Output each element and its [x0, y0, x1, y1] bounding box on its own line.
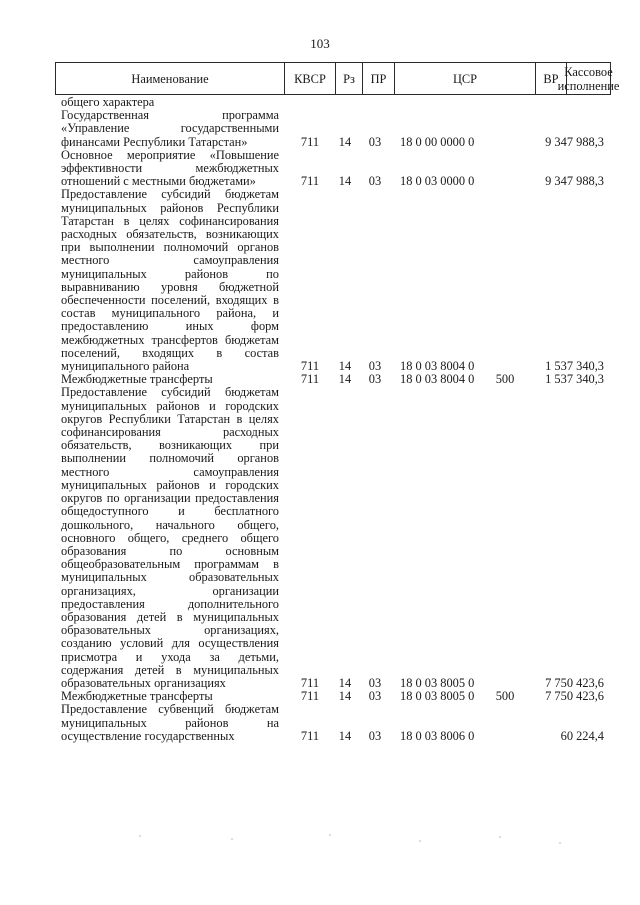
- row-name-line: Татарстан в целях софинансирования: [61, 213, 279, 228]
- row-name-line: Государственная программа: [61, 108, 279, 123]
- table-row: [0, 386, 640, 690]
- header-csr: ЦСР: [395, 63, 536, 94]
- row-name-line: Предоставление субвенций бюджетам: [61, 702, 279, 717]
- row-name-line: «Управление государственными: [61, 121, 279, 136]
- cell-pr: 03: [368, 689, 382, 704]
- cell-csr: 18 0 03 8005 0: [400, 675, 475, 690]
- cell-pr: 03: [368, 372, 382, 387]
- header-amount-line2: исполнение: [557, 78, 620, 93]
- row-name-line: эффективности межбюджетных: [61, 161, 279, 176]
- row-name: [61, 386, 279, 690]
- cell-amount: 7 750 423,6: [545, 689, 604, 704]
- row-name-line: муниципальных районов и городских: [61, 477, 279, 492]
- row-name-line: предоставления дополнительного: [61, 596, 279, 611]
- cell-rz: 14: [338, 689, 352, 704]
- header-amount-line1: Кассовое: [564, 64, 613, 79]
- header-kvsr: КВСР: [285, 63, 336, 94]
- cell-kvsr: 711: [300, 359, 320, 374]
- cell-csr: 18 0 00 0000 0: [400, 134, 475, 149]
- table-header: [55, 62, 620, 95]
- cell-kvsr: 711: [300, 372, 320, 387]
- cell-pr: 03: [368, 728, 382, 743]
- cell-csr: 18 0 03 8006 0: [400, 728, 475, 743]
- row-name-line: местного самоуправления: [61, 253, 279, 268]
- cell-kvsr: 711: [300, 728, 320, 743]
- row-name-line: дошкольного, начального общего,: [61, 517, 279, 532]
- cell-amount: 7 750 423,6: [545, 675, 604, 690]
- row-name-line: содержания детей в муниципальных: [61, 662, 279, 677]
- row-name-line: обеспеченности поселений, входящих в: [61, 293, 279, 308]
- header-vr: ВР: [536, 63, 567, 94]
- row-name-line: округов по организации предоставления: [61, 491, 279, 506]
- table-body: [0, 96, 640, 743]
- row-name-line: местного самоуправления: [61, 464, 279, 479]
- row-name-line: образования детей в муниципальных: [61, 609, 279, 624]
- row-name-line: муниципальных районов и городских: [61, 398, 279, 413]
- cell-pr: 03: [368, 174, 382, 189]
- row-name-line: основного общего, среднего общего: [61, 530, 279, 545]
- row-name-line: выполнении полномочий органов: [61, 451, 279, 466]
- cell-rz: 14: [338, 134, 352, 149]
- header-pr: ПР: [363, 63, 395, 94]
- row-name-line: поселений, входящих в состав: [61, 345, 279, 360]
- row-name-line: муниципальных районов по: [61, 266, 279, 281]
- cell-csr: 18 0 03 8004 0: [400, 372, 475, 387]
- cell-rz: 14: [338, 675, 352, 690]
- cell-csr: 18 0 03 0000 0: [400, 174, 475, 189]
- cell-kvsr: 711: [300, 134, 320, 149]
- row-name: [61, 109, 279, 149]
- row-name-line: общеобразовательным программам в: [61, 557, 279, 572]
- cell-amount: 60 224,4: [560, 728, 604, 743]
- row-name-line: предоставлению иных форм: [61, 319, 279, 334]
- row-name-line: муниципальных образовательных: [61, 570, 279, 585]
- row-name-line: обязательств, возникающих при: [61, 438, 279, 453]
- row-name-line: округов Республики Татарстан в целях: [61, 411, 279, 426]
- row-name-line: образовательных организациях,: [61, 623, 279, 638]
- row-name-line: муниципальных районов Республики: [61, 200, 279, 215]
- row-name-line: Межбюджетные трансферты: [61, 689, 213, 704]
- row-name-line: отношений с местными бюджетами»: [61, 174, 256, 189]
- row-name-line: муниципального района: [61, 359, 190, 374]
- cell-kvsr: 711: [300, 174, 320, 189]
- row-name-line: осуществление государственных: [61, 728, 235, 743]
- row-name-line: общедоступного и бесплатного: [61, 504, 279, 519]
- cell-rz: 14: [338, 728, 352, 743]
- header-name: Наименование: [56, 63, 285, 94]
- cell-vr: 500: [495, 372, 515, 387]
- table-row: [0, 149, 640, 189]
- row-name-line: муниципальных районов на: [61, 715, 279, 730]
- cell-kvsr: 711: [300, 689, 320, 704]
- row-name-line: финансами Республики Татарстан»: [61, 134, 248, 149]
- cell-amount: 1 537 340,3: [545, 359, 604, 374]
- row-name-line: организациях, организации: [61, 583, 279, 598]
- row-name-line: межбюджетных трансфертов бюджетам: [61, 332, 279, 347]
- row-name-line: образования по основным: [61, 543, 279, 558]
- cell-amount: 9 347 988,3: [545, 134, 604, 149]
- cell-csr: 18 0 03 8004 0: [400, 359, 475, 374]
- cell-amount: 9 347 988,3: [545, 174, 604, 189]
- cell-amount: 1 537 340,3: [545, 372, 604, 387]
- row-name-line: присмотра и ухода за детьми,: [61, 649, 279, 664]
- row-name-line: Основное мероприятие «Повышение: [61, 147, 279, 162]
- header-amount: [557, 63, 620, 94]
- row-name-line: Предоставление субсидий бюджетам: [61, 385, 279, 400]
- cell-kvsr: 711: [300, 675, 320, 690]
- cell-rz: 14: [338, 359, 352, 374]
- row-name: [61, 703, 279, 743]
- cell-pr: 03: [368, 675, 382, 690]
- row-name-line: при выполнении полномочий органов: [61, 240, 279, 255]
- row-name: [61, 149, 279, 189]
- cell-rz: 14: [338, 372, 352, 387]
- scan-dots: [0, 830, 640, 870]
- table-row: [0, 109, 640, 149]
- cell-pr: 03: [368, 134, 382, 149]
- row-name-line: Межбюджетные трансферты: [61, 372, 213, 387]
- row-name-line: выравниванию уровня бюджетной: [61, 279, 279, 294]
- page-number: 103: [310, 36, 330, 51]
- cell-vr: 500: [495, 689, 515, 704]
- table-row: [0, 703, 640, 743]
- row-name-line: созданию условий для осуществления: [61, 636, 279, 651]
- row-name-line: расходных обязательств, возникающих: [61, 227, 279, 242]
- cell-csr: 18 0 03 8005 0: [400, 689, 475, 704]
- row-name-line: софинансирования расходных: [61, 425, 279, 440]
- row-name: [61, 188, 279, 373]
- header-rz: Рз: [336, 63, 363, 94]
- row-name-line: Предоставление субсидий бюджетам: [61, 187, 279, 202]
- table-row: [0, 188, 640, 373]
- cell-pr: 03: [368, 359, 382, 374]
- row-name-line: общего характера: [61, 95, 155, 109]
- row-name-line: состав муниципального района, и: [61, 306, 279, 321]
- cell-rz: 14: [338, 174, 352, 189]
- row-name-line: образовательных организациях: [61, 675, 226, 690]
